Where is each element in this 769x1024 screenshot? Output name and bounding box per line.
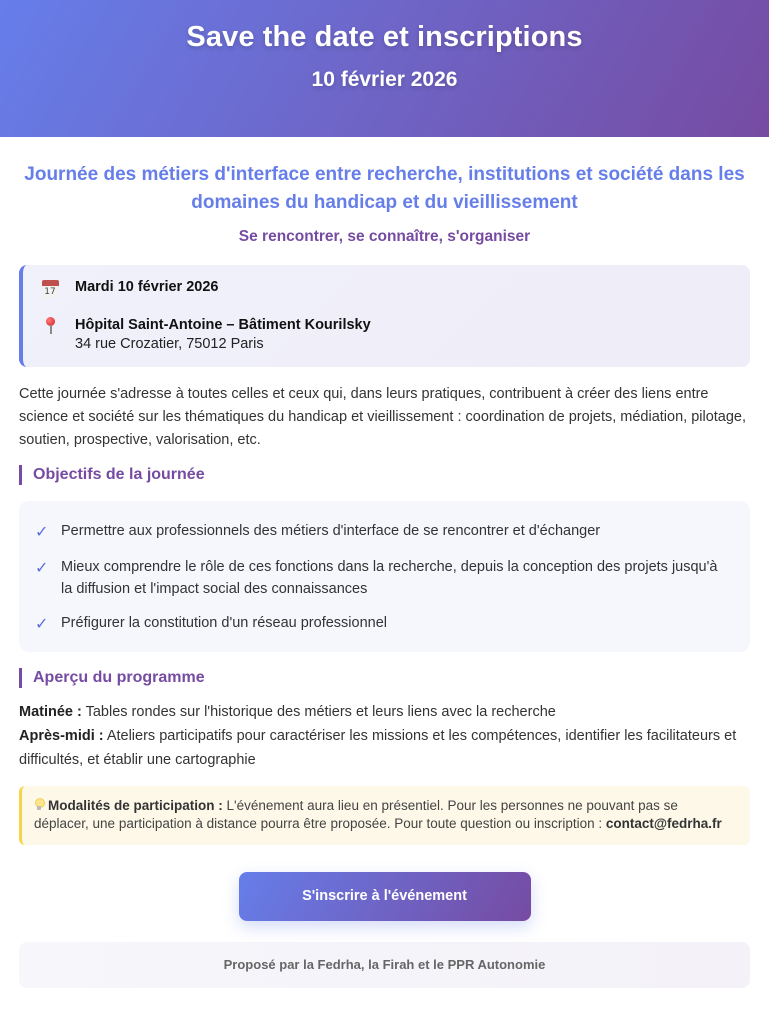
event-tagline: Se rencontrer, se connaître, s'organiser	[238, 228, 531, 245]
objective-item: ✓ Mieux comprendre le rôle de ces fonctions dans la recherche, depuis la conception des projets jusqu'à la diffusion et l'impact social des connaissances	[35, 556, 730, 600]
objective-item: ✓ Permettre aux professionnels des métiers d'interface de se rencontrer et d'échanger	[35, 520, 730, 544]
header-banner	[0, 0, 769, 137]
event-address: 34 rue Crozatier, 75012 Paris	[75, 336, 264, 352]
pushpin-icon	[37, 316, 63, 342]
notice-text: L'événement aura lieu en présentiel. Pour les personnes ne pouvant pas se déplacer, une participation à distance pourra être proposée. Pour toute question ou inscription :	[34, 798, 678, 831]
notice-label: Modalités de participation :	[48, 798, 223, 813]
info-date-row	[37, 278, 734, 304]
event-info-box	[19, 265, 750, 367]
objectives-heading: Objectifs de la journée	[19, 465, 750, 485]
register-button[interactable]: S'inscrire à l'événement	[239, 872, 531, 921]
check-icon: ✓	[35, 524, 49, 541]
calendar-icon: 17	[37, 278, 63, 304]
event-title: Journée des métiers d'interface entre recherche, institutions et société dans les domaines du handicap et du vieillissement	[24, 164, 745, 213]
header-title: Save the date et inscriptions	[186, 21, 583, 53]
objective-item: ✓ Préfigurer la constitution d'un réseau professionnel	[35, 612, 730, 636]
event-date: Mardi 10 février 2026	[75, 279, 219, 295]
contact-email-link[interactable]: contact@fedrha.fr	[605, 816, 722, 831]
check-icon: ✓	[35, 616, 49, 633]
event-venue: Hôpital Saint-Antoine – Bâtiment Kourilsky	[75, 317, 371, 333]
program-overview	[19, 700, 750, 772]
objectives-list	[19, 501, 750, 652]
info-location-row	[37, 316, 734, 354]
footer-credits: Proposé par la Fedrha, la Firah et le PPR Autonomie	[19, 942, 750, 988]
program-heading: Aperçu du programme	[19, 668, 750, 688]
program-afternoon: Après-midi : Ateliers participatifs pour caractériser les missions et les compétences, identifier les facilitateurs et difficultés, et établir une cartographie	[19, 728, 737, 768]
participation-notice	[19, 786, 750, 845]
intro-paragraph: Cette journée s'adresse à toutes celles et ceux qui, dans leurs pratiques, contribuent à créer des liens entre science et société sur les thématiques du handicap et vieillissement : coordination de projets, médiation, pilotage, soutien, prospective, valorisation, etc.	[19, 386, 747, 448]
header-date: 10 février 2026	[311, 68, 458, 91]
program-morning: Matinée : Tables rondes sur l'historique des métiers et leurs liens avec la recherche	[19, 704, 556, 720]
main-content	[0, 137, 769, 988]
lightbulb-icon	[34, 798, 44, 811]
check-icon: ✓	[35, 560, 49, 577]
